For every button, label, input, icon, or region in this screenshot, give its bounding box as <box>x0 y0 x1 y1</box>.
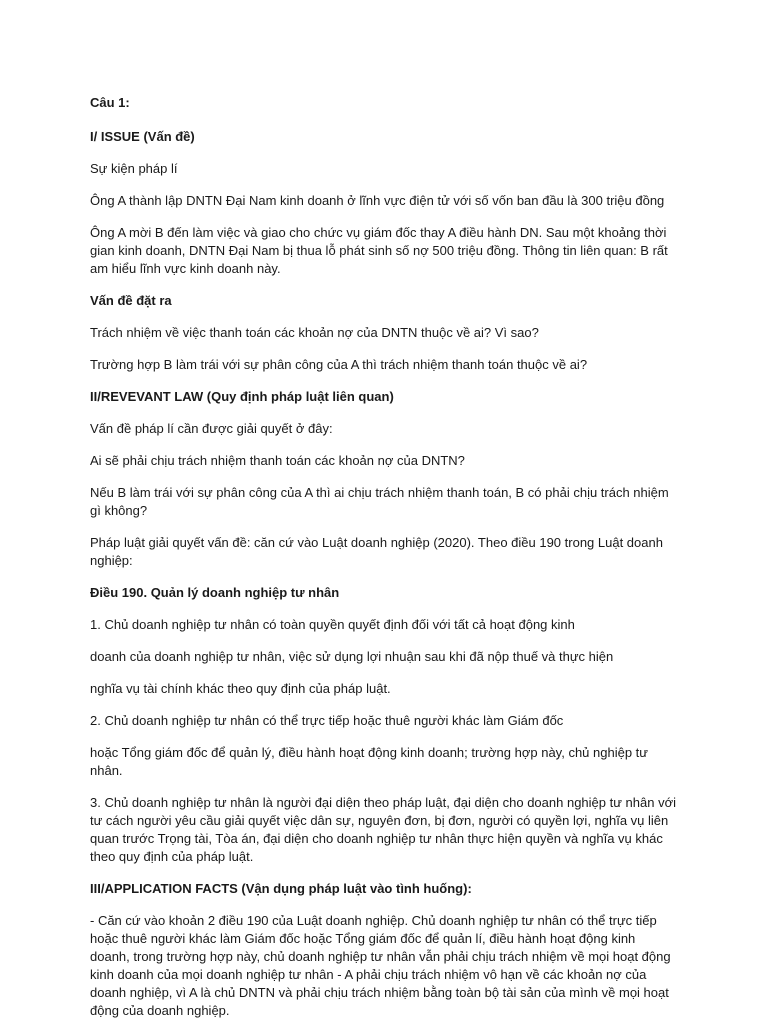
issue-question-1: Trách nhiệm về việc thanh toán các khoản nợ của DNTN thuộc về ai? Vì sao? <box>90 325 539 340</box>
fact-paragraph-2: Ông A mời B đến làm việc và giao cho chức vụ giám đốc thay A điều hành DN. Sau một khoảng thời gian kinh doanh, DNTN Đại Nam bị thua lỗ phát sinh số nợ 500 triệu đồng. Thông tin liên quan: B rất am hiểu lĩnh vực kinh doanh này. <box>90 225 668 276</box>
article-clause-1-line-2: doanh của doanh nghiệp tư nhân, việc sử dụng lợi nhuận sau khi đã nộp thuế và thực hiện <box>90 649 614 664</box>
legal-question-2: Nếu B làm trái với sự phân công của A thì ai chịu trách nhiệm thanh toán, B có phải chịu trách nhiệm gì không? <box>90 485 669 518</box>
section-application-title: III/APPLICATION FACTS (Vận dụng pháp luật vào tình huống): <box>90 881 472 896</box>
question-heading: Câu 1: <box>90 95 130 110</box>
article-clause-2-line-1: 2. Chủ doanh nghiệp tư nhân có thể trực tiếp hoặc thuê người khác làm Giám đốc <box>90 713 564 728</box>
article-190-title: Điều 190. Quản lý doanh nghiệp tư nhân <box>90 585 340 600</box>
law-basis-paragraph: Pháp luật giải quyết vấn đề: căn cứ vào Luật doanh nghiệp (2020). Theo điều 190 trong Luật doanh nghiệp: <box>90 535 663 568</box>
fact-paragraph-1: Ông A thành lập DNTN Đại Nam kinh doanh ở lĩnh vực điện tử với số vốn ban đầu là 300 triệu đồng <box>90 193 665 208</box>
application-paragraph: - Căn cứ vào khoản 2 điều 190 của Luật doanh nghiệp. Chủ doanh nghiệp tư nhân có thể trực tiếp hoặc thuê người khác làm Giám đốc hoặc Tổng giám đốc để quản lí, điều hành hoạt động kinh doanh, trong trường hợp này, chủ doanh nghiệp tư nhân vẫn phải chịu trách nhiệm về mọi hoạt động kinh doanh của mọi doanh nghiệp tư nhân - A phải chịu trách nhiệm vô hạn về các khoản nợ của doanh nghiệp, vì A là chủ DNTN và phải chịu trách nhiệm bằng toàn bộ tài sản của mình về mọi hoạt động của doanh nghiệp. <box>90 913 671 1018</box>
section-issue-title: I/ ISSUE (Vấn đề) <box>90 129 195 144</box>
issue-raised-title: Vấn đề đặt ra <box>90 293 172 308</box>
section-law-title: II/REVEVANT LAW (Quy định pháp luật liên quan) <box>90 389 394 404</box>
issue-question-2: Trường hợp B làm trái với sự phân công của A thì trách nhiệm thanh toán thuộc về ai? <box>90 357 588 372</box>
legal-issue-intro: Vấn đề pháp lí cần được giải quyết ở đây: <box>90 421 333 436</box>
legal-question-1: Ai sẽ phải chịu trách nhiệm thanh toán các khoản nợ của DNTN? <box>90 453 465 468</box>
article-clause-1-line-1: 1. Chủ doanh nghiệp tư nhân có toàn quyền quyết định đối với tất cả hoạt động kinh <box>90 617 575 632</box>
article-clause-3: 3. Chủ doanh nghiệp tư nhân là người đại diện theo pháp luật, đại diện cho doanh nghiệp tư nhân với tư cách người yêu cầu giải quyết việc dân sự, nguyên đơn, bị đơn, người có quyền lợi, nghĩa vụ liên quan trước Trọng tài, Tòa án, đại diện cho doanh nghiệp tư nhân thực hiện quyền và nghĩa vụ khác theo quy định của pháp luật. <box>90 795 676 864</box>
article-clause-2-line-2: hoặc Tổng giám đốc để quản lý, điều hành hoạt động kinh doanh; trường hợp này, chủ nghiệp tư nhân. <box>90 745 648 778</box>
article-clause-1-line-3: nghĩa vụ tài chính khác theo quy định của pháp luật. <box>90 681 391 696</box>
legal-event-label: Sự kiện pháp lí <box>90 161 178 176</box>
